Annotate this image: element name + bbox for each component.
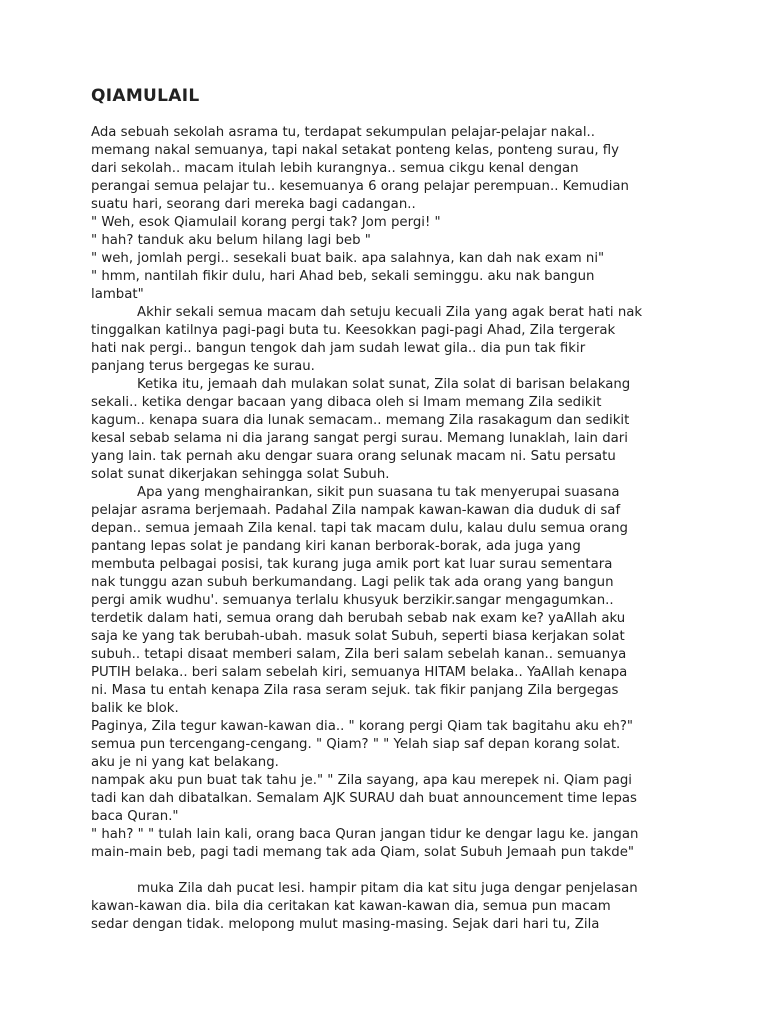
text-line: " hah? tanduk aku belum hilang lagi beb " xyxy=(91,233,371,248)
text-line: Apa yang menghairankan, sikit pun suasana tu tak menyerupai suasana xyxy=(137,485,620,500)
text-line: saja ke yang tak berubah-ubah. masuk solat Subuh, seperti biasa kerjakan solat xyxy=(91,629,625,644)
text-line: pergi amik wudhu'. semuanya terlalu khusyuk berzikir.sangar mengagumkan.. xyxy=(91,593,614,608)
text-line: pantang lepas solat je pandang kiri kanan berborak-borak, ada juga yang xyxy=(91,539,581,554)
text-line: muka Zila dah pucat lesi. hampir pitam dia kat situ juga dengar penjelasan xyxy=(137,881,638,896)
text-line: kawan-kawan dia. bila dia ceritakan kat kawan-kawan dia, semua pun macam xyxy=(91,899,611,914)
text-line: " weh, jomlah pergi.. sesekali buat baik. apa salahnya, kan dah nak exam ni" xyxy=(91,251,605,266)
text-line: PUTIH belaka.. beri salam sebelah kiri, semuanya HITAM belaka.. YaAllah kenapa xyxy=(91,665,628,680)
text-line: kesal sebab selama ni dia jarang sangat pergi surau. Memang lunaklah, lain dari xyxy=(91,431,628,446)
text-line: balik ke blok. xyxy=(91,701,179,716)
text-line: aku je ni yang kat belakang. xyxy=(91,755,279,770)
text-line: " Weh, esok Qiamulail korang pergi tak? Jom pergi! " xyxy=(91,215,441,230)
text-line: lambat" xyxy=(91,287,144,302)
text-line: panjang terus bergegas ke surau. xyxy=(91,359,315,374)
text-line: Akhir sekali semua macam dah setuju kecuali Zila yang agak berat hati nak xyxy=(137,305,643,320)
text-line: " hah? " " tulah lain kali, orang baca Quran jangan tidur ke dengar lagu ke. jangan xyxy=(91,827,639,842)
text-line: pelajar asrama berjemaah. Padahal Zila nampak kawan-kawan dia duduk di saf xyxy=(91,503,621,518)
text-line: kagum.. kenapa suara dia lunak semacam.. memang Zila rasakagum dan sedikit xyxy=(91,413,630,428)
text-line: terdetik dalam hati, semua orang dah berubah sebab nak exam ke? yaAllah aku xyxy=(91,611,626,626)
text-line: perangai semua pelajar tu.. kesemuanya 6 orang pelajar perempuan.. Kemudian xyxy=(91,179,629,194)
text-line: yang lain. tak pernah aku dengar suara orang selunak macam ni. Satu persatu xyxy=(91,449,616,464)
text-line: sedar dengan tidak. melopong mulut masing-masing. Sejak dari hari tu, Zila xyxy=(91,917,600,932)
document-page xyxy=(91,84,691,934)
text-line: subuh.. tetapi disaat memberi salam, Zila beri salam sebelah kanan.. semuanya xyxy=(91,647,627,662)
document-body xyxy=(91,124,691,934)
text-line: memang nakal semuanya, tapi nakal setakat ponteng kelas, ponteng surau, fly xyxy=(91,143,620,158)
text-line: Ketika itu, jemaah dah mulakan solat sunat, Zila solat di barisan belakang xyxy=(137,377,631,392)
document-title: QIAMULAIL xyxy=(91,86,200,106)
text-line: suatu hari, seorang dari mereka bagi cadangan.. xyxy=(91,197,416,212)
text-line: Ada sebuah sekolah asrama tu, terdapat sekumpulan pelajar-pelajar nakal.. xyxy=(91,125,595,140)
text-line: dari sekolah.. macam itulah lebih kurangnya.. semua cikgu kenal dengan xyxy=(91,161,579,176)
text-line: ni. Masa tu entah kenapa Zila rasa seram sejuk. tak fikir panjang Zila bergegas xyxy=(91,683,619,698)
text-line: Paginya, Zila tegur kawan-kawan dia.. " korang pergi Qiam tak bagitahu aku eh?" xyxy=(91,719,633,734)
text-line: nampak aku pun buat tak tahu je." " Zila sayang, apa kau merepek ni. Qiam pagi xyxy=(91,773,632,788)
text-line: semua pun tercengang-cengang. " Qiam? " " Yelah siap saf depan korang solat. xyxy=(91,737,621,752)
text-line: solat sunat dikerjakan sehingga solat Subuh. xyxy=(91,467,390,482)
text-line: hati nak pergi.. bangun tengok dah jam sudah lewat gila.. dia pun tak fikir xyxy=(91,341,586,356)
text-line: membuta pelbagai posisi, tak kurang juga amik port kat luar surau sementara xyxy=(91,557,613,572)
text-line: sekali.. ketika dengar bacaan yang dibaca oleh si Imam memang Zila sedikit xyxy=(91,395,602,410)
text-line: baca Quran." xyxy=(91,809,179,824)
text-line: " hmm, nantilah fikir dulu, hari Ahad beb, sekali seminggu. aku nak bangun xyxy=(91,269,595,284)
text-line: tadi kan dah dibatalkan. Semalam AJK SURAU dah buat announcement time lepas xyxy=(91,791,637,806)
blank-line xyxy=(91,862,691,880)
text-line: tinggalkan katilnya pagi-pagi buta tu. Keesokkan pagi-pagi Ahad, Zila tergerak xyxy=(91,323,616,338)
text-line: nak tunggu azan subuh berkumandang. Lagi pelik tak ada orang yang bangun xyxy=(91,575,614,590)
text-line: depan.. semua jemaah Zila kenal. tapi tak macam dulu, kalau dulu semua orang xyxy=(91,521,628,536)
text-line: main-main beb, pagi tadi memang tak ada Qiam, solat Subuh Jemaah pun takde" xyxy=(91,845,635,860)
